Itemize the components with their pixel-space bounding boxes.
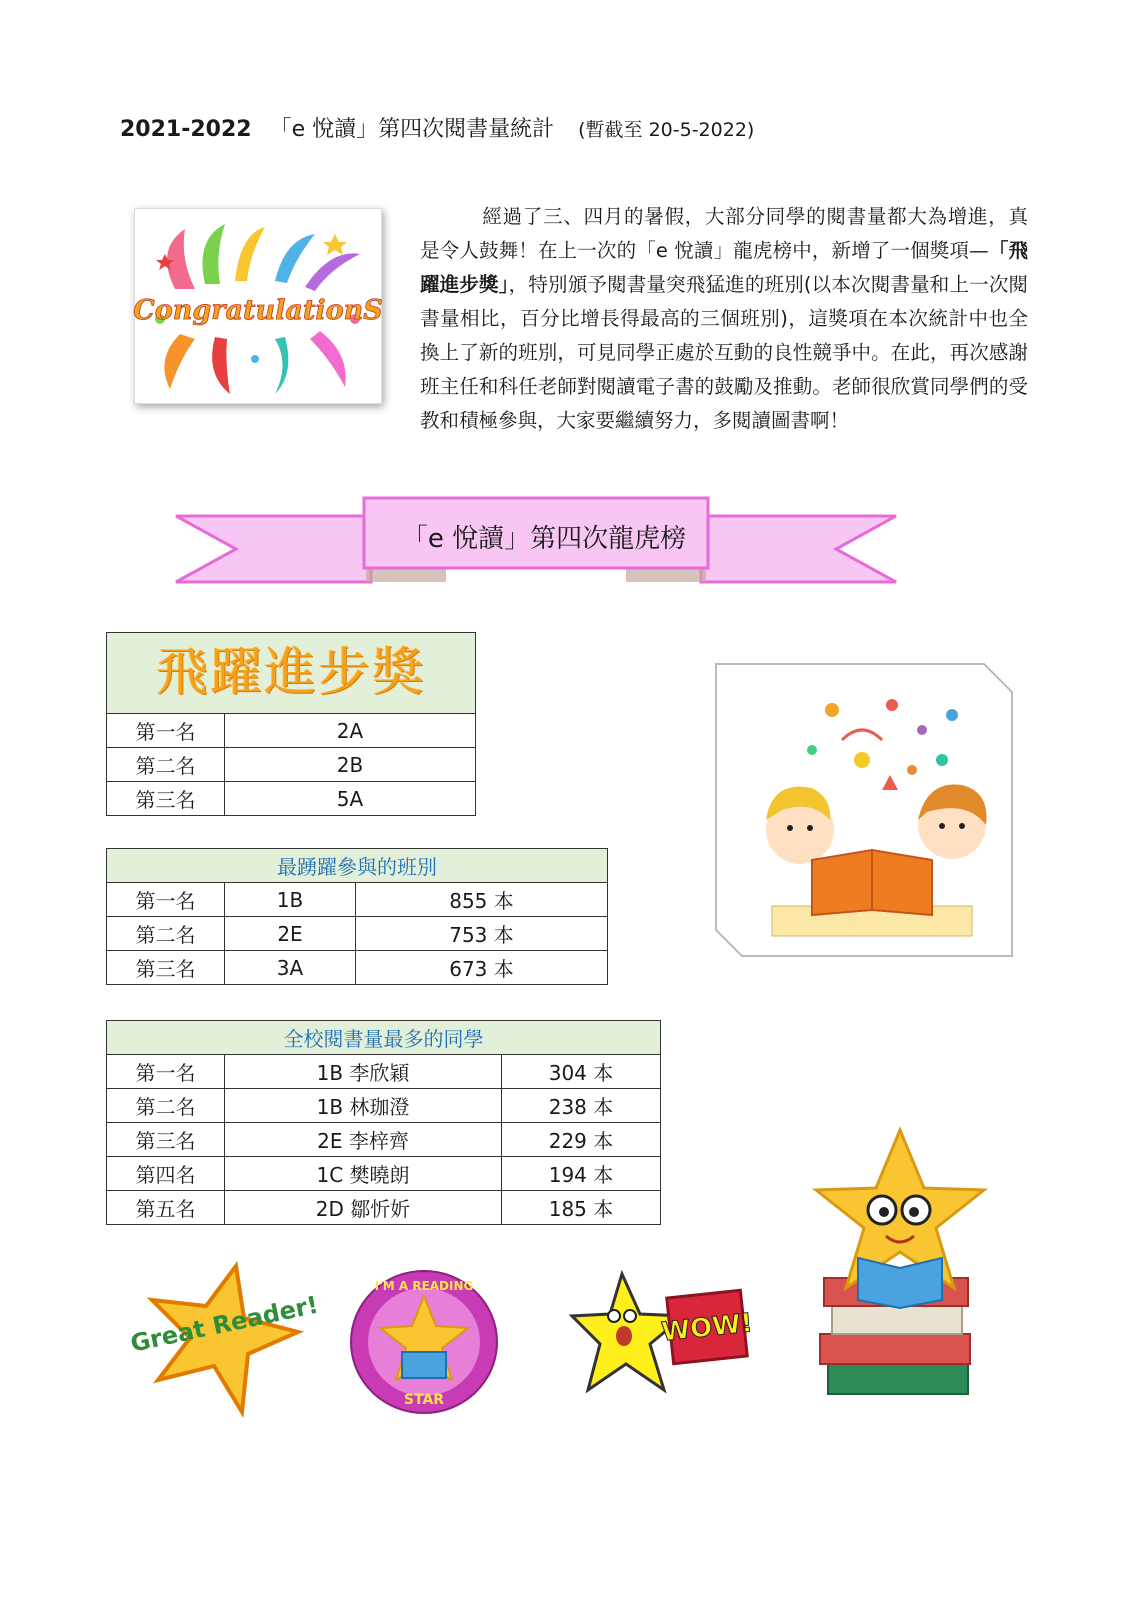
count-cell: 304 本: [502, 1055, 661, 1089]
wow-text: WOW!: [660, 1308, 755, 1348]
table-row: [107, 1089, 661, 1123]
count-cell: 855 本: [356, 883, 608, 917]
table-row: [107, 748, 476, 782]
book-icon: [402, 1352, 446, 1378]
class-cell: 5A: [225, 782, 476, 816]
table-row: [107, 917, 608, 951]
table-row: [107, 1157, 661, 1191]
active-classes-title: 最踴躍參與的班別: [107, 849, 608, 883]
progress-award-table: [106, 632, 476, 816]
banner-title: 「e 悅讀」第四次龍虎榜: [401, 524, 687, 554]
rank-cell: 第二名: [107, 917, 225, 951]
table-row: [107, 714, 476, 748]
intro-highlight: 「飛躍進步獎」: [420, 239, 1028, 296]
title-main: 「e 悅讀」第四次閱書量統計: [269, 117, 555, 142]
rank-cell: 第三名: [107, 951, 225, 985]
book-icon: [812, 850, 872, 915]
count-cell: 229 本: [502, 1123, 661, 1157]
congratulations-image: [134, 208, 382, 404]
count-cell: 194 本: [502, 1157, 661, 1191]
rank-cell: 第二名: [107, 1089, 225, 1123]
rank-cell: 第五名: [107, 1191, 225, 1225]
count-cell: 753 本: [356, 917, 608, 951]
rank-cell: 第一名: [107, 714, 225, 748]
reading-star-sticker: [348, 1268, 500, 1416]
wow-sticker: [570, 1270, 755, 1412]
ribbon-right-tail: [701, 516, 896, 582]
title-year: 2021-2022: [120, 117, 252, 142]
progress-award-title: 飛躍進步獎: [155, 643, 426, 703]
page-title: [120, 112, 754, 143]
table-row: [107, 1191, 661, 1225]
top-students-title: 全校閱書量最多的同學: [107, 1021, 661, 1055]
intro-part1: 經過了三、四月的暑假，大部分同學的閱書量都大為增進，真是令人鼓舞！在上一次的「e 悅讀」龍虎榜中，新增了一個獎項—: [420, 205, 1028, 262]
rank-cell: 第一名: [107, 1055, 225, 1089]
table-row: [107, 782, 476, 816]
table-row: [107, 883, 608, 917]
title-as-of: (暫截至 20-5-2022): [578, 119, 755, 141]
reading-star-top-text: I'M A READING: [374, 1279, 474, 1293]
congrats-text: CongratulationS: [133, 295, 383, 326]
top-students-table: [106, 1020, 661, 1225]
class-cell: 3A: [225, 951, 356, 985]
intro-part2: ，特別頒予閱書量突飛猛進的班別(以本次閱書量和上一次閱書量相比，百分比增長得最高的三個班別)，這獎項在本次統計中也全換上了新的班別，可見同學正處於互動的良性競爭中。在此，再次感謝班主任和科任老師對閱讀電子書的鼓勵及推動。老師很欣賞同學們的受教和積極參與，大家要繼續努力，多閱讀圖書啊！: [420, 273, 1028, 432]
rank-cell: 第二名: [107, 748, 225, 782]
great-reader-text: Great Reader!: [127, 1290, 321, 1358]
class-cell: 2E: [225, 917, 356, 951]
table-row: [107, 1055, 661, 1089]
student-cell: 2E 李梓齊: [225, 1123, 502, 1157]
children-reading-image: [712, 660, 1016, 960]
student-cell: 2D 鄒忻妡: [225, 1191, 502, 1225]
student-cell: 1B 李欣穎: [225, 1055, 502, 1089]
table-row: [107, 951, 608, 985]
ribbon-left-tail: [176, 516, 371, 582]
reading-star-bottom-text: STAR: [403, 1392, 445, 1408]
rank-cell: 第四名: [107, 1157, 225, 1191]
class-cell: 2B: [225, 748, 476, 782]
great-reader-sticker: [127, 1262, 321, 1416]
rank-cell: 第一名: [107, 883, 225, 917]
star-on-books-image: [808, 1128, 992, 1414]
count-cell: 238 本: [502, 1089, 661, 1123]
table-row: [107, 1123, 661, 1157]
count-cell: 185 本: [502, 1191, 661, 1225]
active-classes-table: [106, 848, 608, 985]
count-cell: 673 本: [356, 951, 608, 985]
book-icon: [858, 1258, 942, 1308]
class-cell: 1B: [225, 883, 356, 917]
rank-cell: 第三名: [107, 782, 225, 816]
star-icon: [816, 1130, 984, 1288]
rank-cell: 第三名: [107, 1123, 225, 1157]
class-cell: 2A: [225, 714, 476, 748]
student-cell: 1B 林珈澄: [225, 1089, 502, 1123]
student-cell: 1C 樊曉朗: [225, 1157, 502, 1191]
